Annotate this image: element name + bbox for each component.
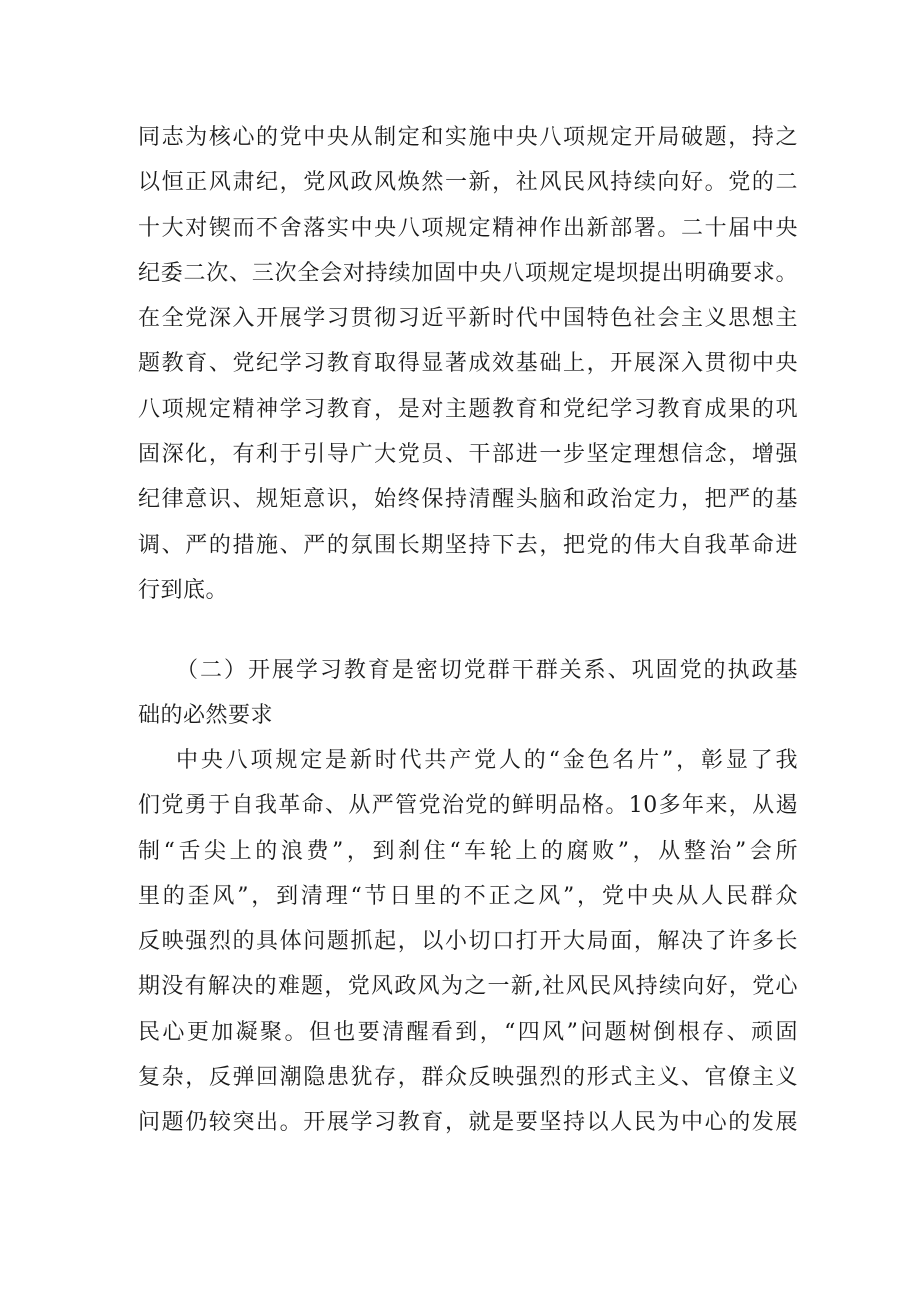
text-line: 反映强烈的具体问题抓起，以小切口打开大局面，解决了许多长 — [138, 929, 798, 955]
text-line: 纪律意识、规矩意识，始终保持清醒头脑和政治定力，把严的基 — [138, 487, 798, 513]
text-line: 八项规定精神学习教育，是对主题教育和党纪学习教育成果的巩 — [138, 396, 798, 422]
text-line: 纪委二次、三次全会对持续加固中央八项规定堤坝提出明确要求。 — [138, 260, 798, 286]
section-heading — [138, 648, 798, 739]
text-line: 制“舌尖上的浪费”，到刹住“车轮上的腐败”，从整治”会所 — [138, 838, 798, 864]
text-line: 期没有解决的难题，党风政风为之一新,社风民风持续向好，党心 — [138, 974, 798, 1000]
text-line: 以恒正风肃纪，党风政风焕然一新，社风民风持续向好。党的二 — [138, 170, 798, 196]
text-line: 固深化，有利于引导广大党员、干部进一步坚定理想信念，增强 — [138, 442, 798, 468]
text-line: 们党勇于自我革命、从严管党治党的鲜明品格。10多年来，从遏 — [138, 793, 798, 819]
text-line: 行到底。 — [138, 577, 229, 603]
text-line: 里的歪风”，到清理“节日里的不正之风”，党中央从人民群众 — [138, 883, 798, 909]
text-line: 十大对锲而不舍落实中央八项规定精神作出新部署。二十届中央 — [138, 215, 798, 241]
text-line: 中央八项规定是新时代共产党人的“金色名片”，彰显了我 — [176, 748, 798, 773]
text-line: 问题仍较突出。开展学习教育，就是要坚持以人民为中心的发展 — [138, 1110, 798, 1136]
text-line: 民心更加凝聚。但也要清醒看到，“四风”问题树倒根存、顽固 — [138, 1019, 798, 1045]
text-line: 复杂，反弹回潮隐患犹存，群众反映强烈的形式主义、官僚主义 — [138, 1065, 798, 1091]
paragraph-continued — [138, 115, 798, 613]
paragraph — [138, 738, 798, 1146]
text-line: 调、严的措施、严的氛围长期坚持下去，把党的伟大自我革命进 — [138, 532, 798, 558]
text-line: 题教育、党纪学习教育取得显著成效基础上，开展深入贯彻中央 — [138, 351, 798, 377]
text-line: 同志为核心的党中央从制定和实施中央八项规定开局破题，持之 — [138, 125, 798, 150]
text-line: 在全党深入开展学习贯彻习近平新时代中国特色社会主义思想主 — [138, 306, 798, 332]
heading-line: （二）开展学习教育是密切党群干群关系、巩固党的执政基 — [176, 658, 798, 683]
heading-line: 础的必然要求 — [138, 703, 274, 729]
